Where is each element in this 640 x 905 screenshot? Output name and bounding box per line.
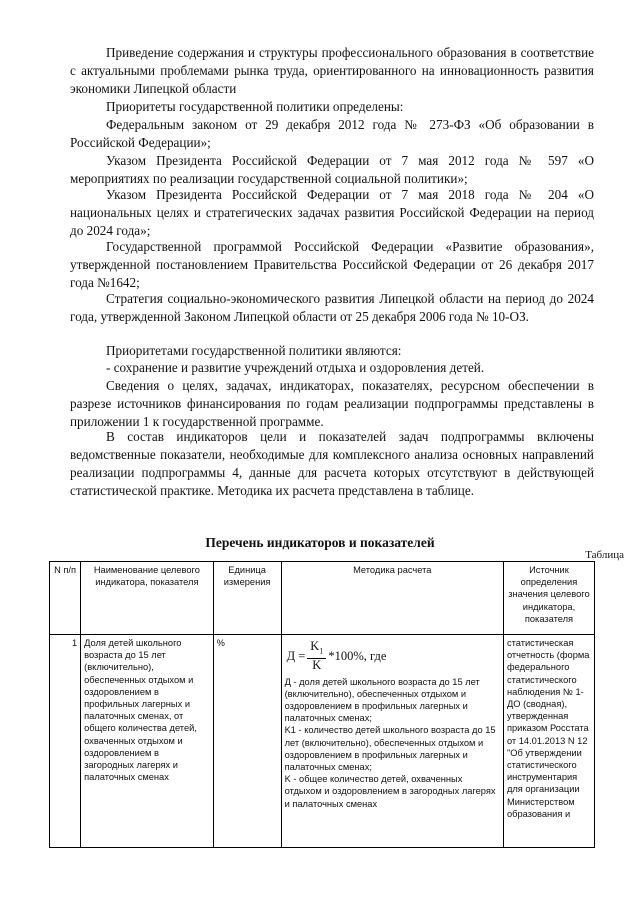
paragraph-goals-info: Сведения о целях, задачах, индикаторах, показателях, ресурсном обеспечении в разрезе источников финансирования по годам реализации подпрограммы представлены в приложении 1 к государственной программе. (70, 378, 594, 429)
paragraph-priorities-are: Приоритетами государственной политики являются: (106, 343, 402, 358)
method-definition-d: Д - доля детей школьного возраста до 15 лет (включительно), обеспеченных отдыхом и оздоровлением в профильных лагерных и палаточных сменах; (284, 676, 480, 724)
paragraph-decree-597: Указом Президента Российской Федерации от 7 мая 2012 года № 597 «О мероприятиях по реализации государственной социальной политики»; (70, 153, 594, 186)
formula-denominator: K (312, 657, 322, 672)
formula-rhs: *100%, где (328, 648, 387, 663)
paragraph-strategy: Стратегия социально-экономического развития Липецкой области на период до 2024 года, утвержденной Законом Липецкой области от 25 декабря 2006 года № 10-ОЗ. (70, 291, 594, 324)
calculation-formula (287, 640, 500, 672)
header-unit: Единица измерения (213, 562, 281, 635)
table-title: Перечень индикаторов и показателей (205, 535, 435, 550)
row-number: 1 (50, 635, 81, 848)
method-definition-k1: K1 - количество детей школьного возраста до 15 лет (включительно), обеспеченных отдыхом и оздоровлением в профильных лагерных и палаточных сменах; (284, 725, 496, 772)
row-source: статистическая отчетность (форма федерального статистического наблюдения № 1-ДО (сводная), утвержденная приказом Росстата от 14.01.2013 N 12 "Об утверждении статистического инструментария для организации Министерством образования и (503, 635, 594, 848)
indicators-table (49, 561, 595, 848)
row-method (281, 635, 503, 848)
table-header-row (50, 562, 595, 635)
paragraph-priorities-defined: Приоритеты государственной политики определены: (106, 99, 404, 114)
method-definition-k: K - общее количество детей, охваченных отдыхом и оздоровлением в загородных лагерях и палаточных сменах (284, 774, 496, 809)
row-indicator-name: Доля детей школьного возраста до 15 лет (включительно), обеспеченных отдыхом и оздоровлением в профильных лагерных и палаточных сменах, от общего количества детей, охваченных отдыхом и оздоровлением в загородных лагерях и палаточных сменах (81, 635, 214, 848)
paragraph-decree-204: Указом Президента Российской Федерации от 7 мая 2018 года № 204 «О национальных целях и стратегических задачах развития Российской Федерации на период до 2024 года»; (70, 187, 594, 238)
header-number: N п/п (50, 562, 81, 635)
table-row (50, 635, 595, 848)
header-indicator-name: Наименование целевого индикатора, показателя (81, 562, 214, 635)
paragraph-federal-law: Федеральным законом от 29 декабря 2012 года № 273-ФЗ «Об образовании в Российской Федерации»; (70, 117, 594, 150)
header-method: Методика расчета (281, 562, 503, 635)
paragraph-state-program: Государственной программой Российской Федерации «Развитие образования», утвержденной постановлением Правительства Российской Федерации от 26 декабря 2017 года №1642; (70, 239, 594, 290)
formula-numerator: $K_1$ (307, 640, 326, 659)
paragraph-priority-item: - сохранение и развитие учреждений отдыха и оздоровления детей. (106, 360, 485, 375)
row-unit: % (213, 635, 281, 848)
formula-lhs: Д = (286, 648, 306, 663)
paragraph-intro: Приведение содержания и структуры профессионального образования в соответствие с актуальными проблемами рынка труда, ориентированного на инновационность развития экономики Липецкой области (70, 45, 594, 96)
formula-fraction (307, 640, 326, 672)
paragraph-indicators: В состав индикаторов цели и показателей задач подпрограммы включены ведомственные показатели, необходимые для комплексного анализа основных направлений реализации подпрограммы 4, данные для расчета которых отсутствуют в действующей статистической практике. Методика их расчета представлена в таблице. (70, 429, 594, 498)
header-source: Источник определения значения целевого индикатора, показателя (503, 562, 594, 635)
table-caption: Таблица (585, 549, 624, 561)
